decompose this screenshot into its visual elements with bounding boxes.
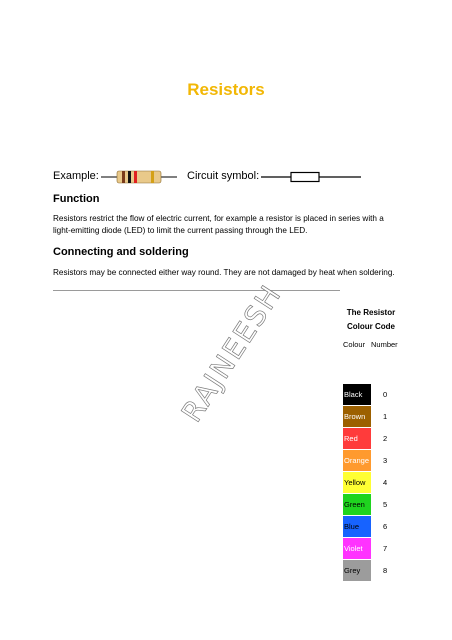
circuit-symbol-image xyxy=(261,170,361,184)
colour-code-title xyxy=(335,306,407,334)
watermark: RAJNEESH xyxy=(175,278,289,428)
colour-code-title-line1: The Resistor xyxy=(346,308,396,317)
colour-column-header: Colour xyxy=(343,340,366,349)
colour-cell-brown: Brown xyxy=(343,406,371,427)
connecting-heading: Connecting and soldering xyxy=(53,246,189,258)
number-column-header: Number xyxy=(371,340,398,349)
resistor-image xyxy=(101,170,177,184)
colour-number-violet: 7 xyxy=(383,544,388,553)
colour-number-black: 0 xyxy=(383,390,388,399)
example-row xyxy=(53,170,413,184)
colour-cell-black: Black xyxy=(343,384,371,405)
colour-number-yellow: 4 xyxy=(383,478,388,487)
colour-code-title-line2: Colour Code xyxy=(347,322,395,331)
function-paragraph: Resistors restrict the flow of electric current, for example a resistor is placed in series with a light-emitting diode (LED) to limit the current passing through the LED. xyxy=(53,214,384,235)
colour-cell-blue: Blue xyxy=(343,516,371,537)
function-heading: Function xyxy=(53,193,100,205)
colour-cell-orange: Orange xyxy=(343,450,371,471)
example-label: Example: xyxy=(53,170,99,182)
circuit-symbol-label: Circuit symbol: xyxy=(187,170,260,182)
colour-number-green: 5 xyxy=(383,500,388,509)
page-title: Resistors xyxy=(187,80,265,99)
colour-number-red: 2 xyxy=(383,434,388,443)
connecting-paragraph: Resistors may be connected either way round. They are not damaged by heat when soldering. xyxy=(53,268,395,277)
colour-number-orange: 3 xyxy=(383,456,388,465)
colour-cell-red: Red xyxy=(343,428,371,449)
colour-number-blue: 6 xyxy=(383,522,388,531)
colour-number-grey: 8 xyxy=(383,566,388,575)
colour-cell-grey: Grey xyxy=(343,560,371,581)
colour-number-brown: 1 xyxy=(383,412,388,421)
colour-cell-violet: Violet xyxy=(343,538,371,559)
colour-cell-yellow: Yellow xyxy=(343,472,371,493)
colour-cell-green: Green xyxy=(343,494,371,515)
divider-line xyxy=(53,290,340,291)
